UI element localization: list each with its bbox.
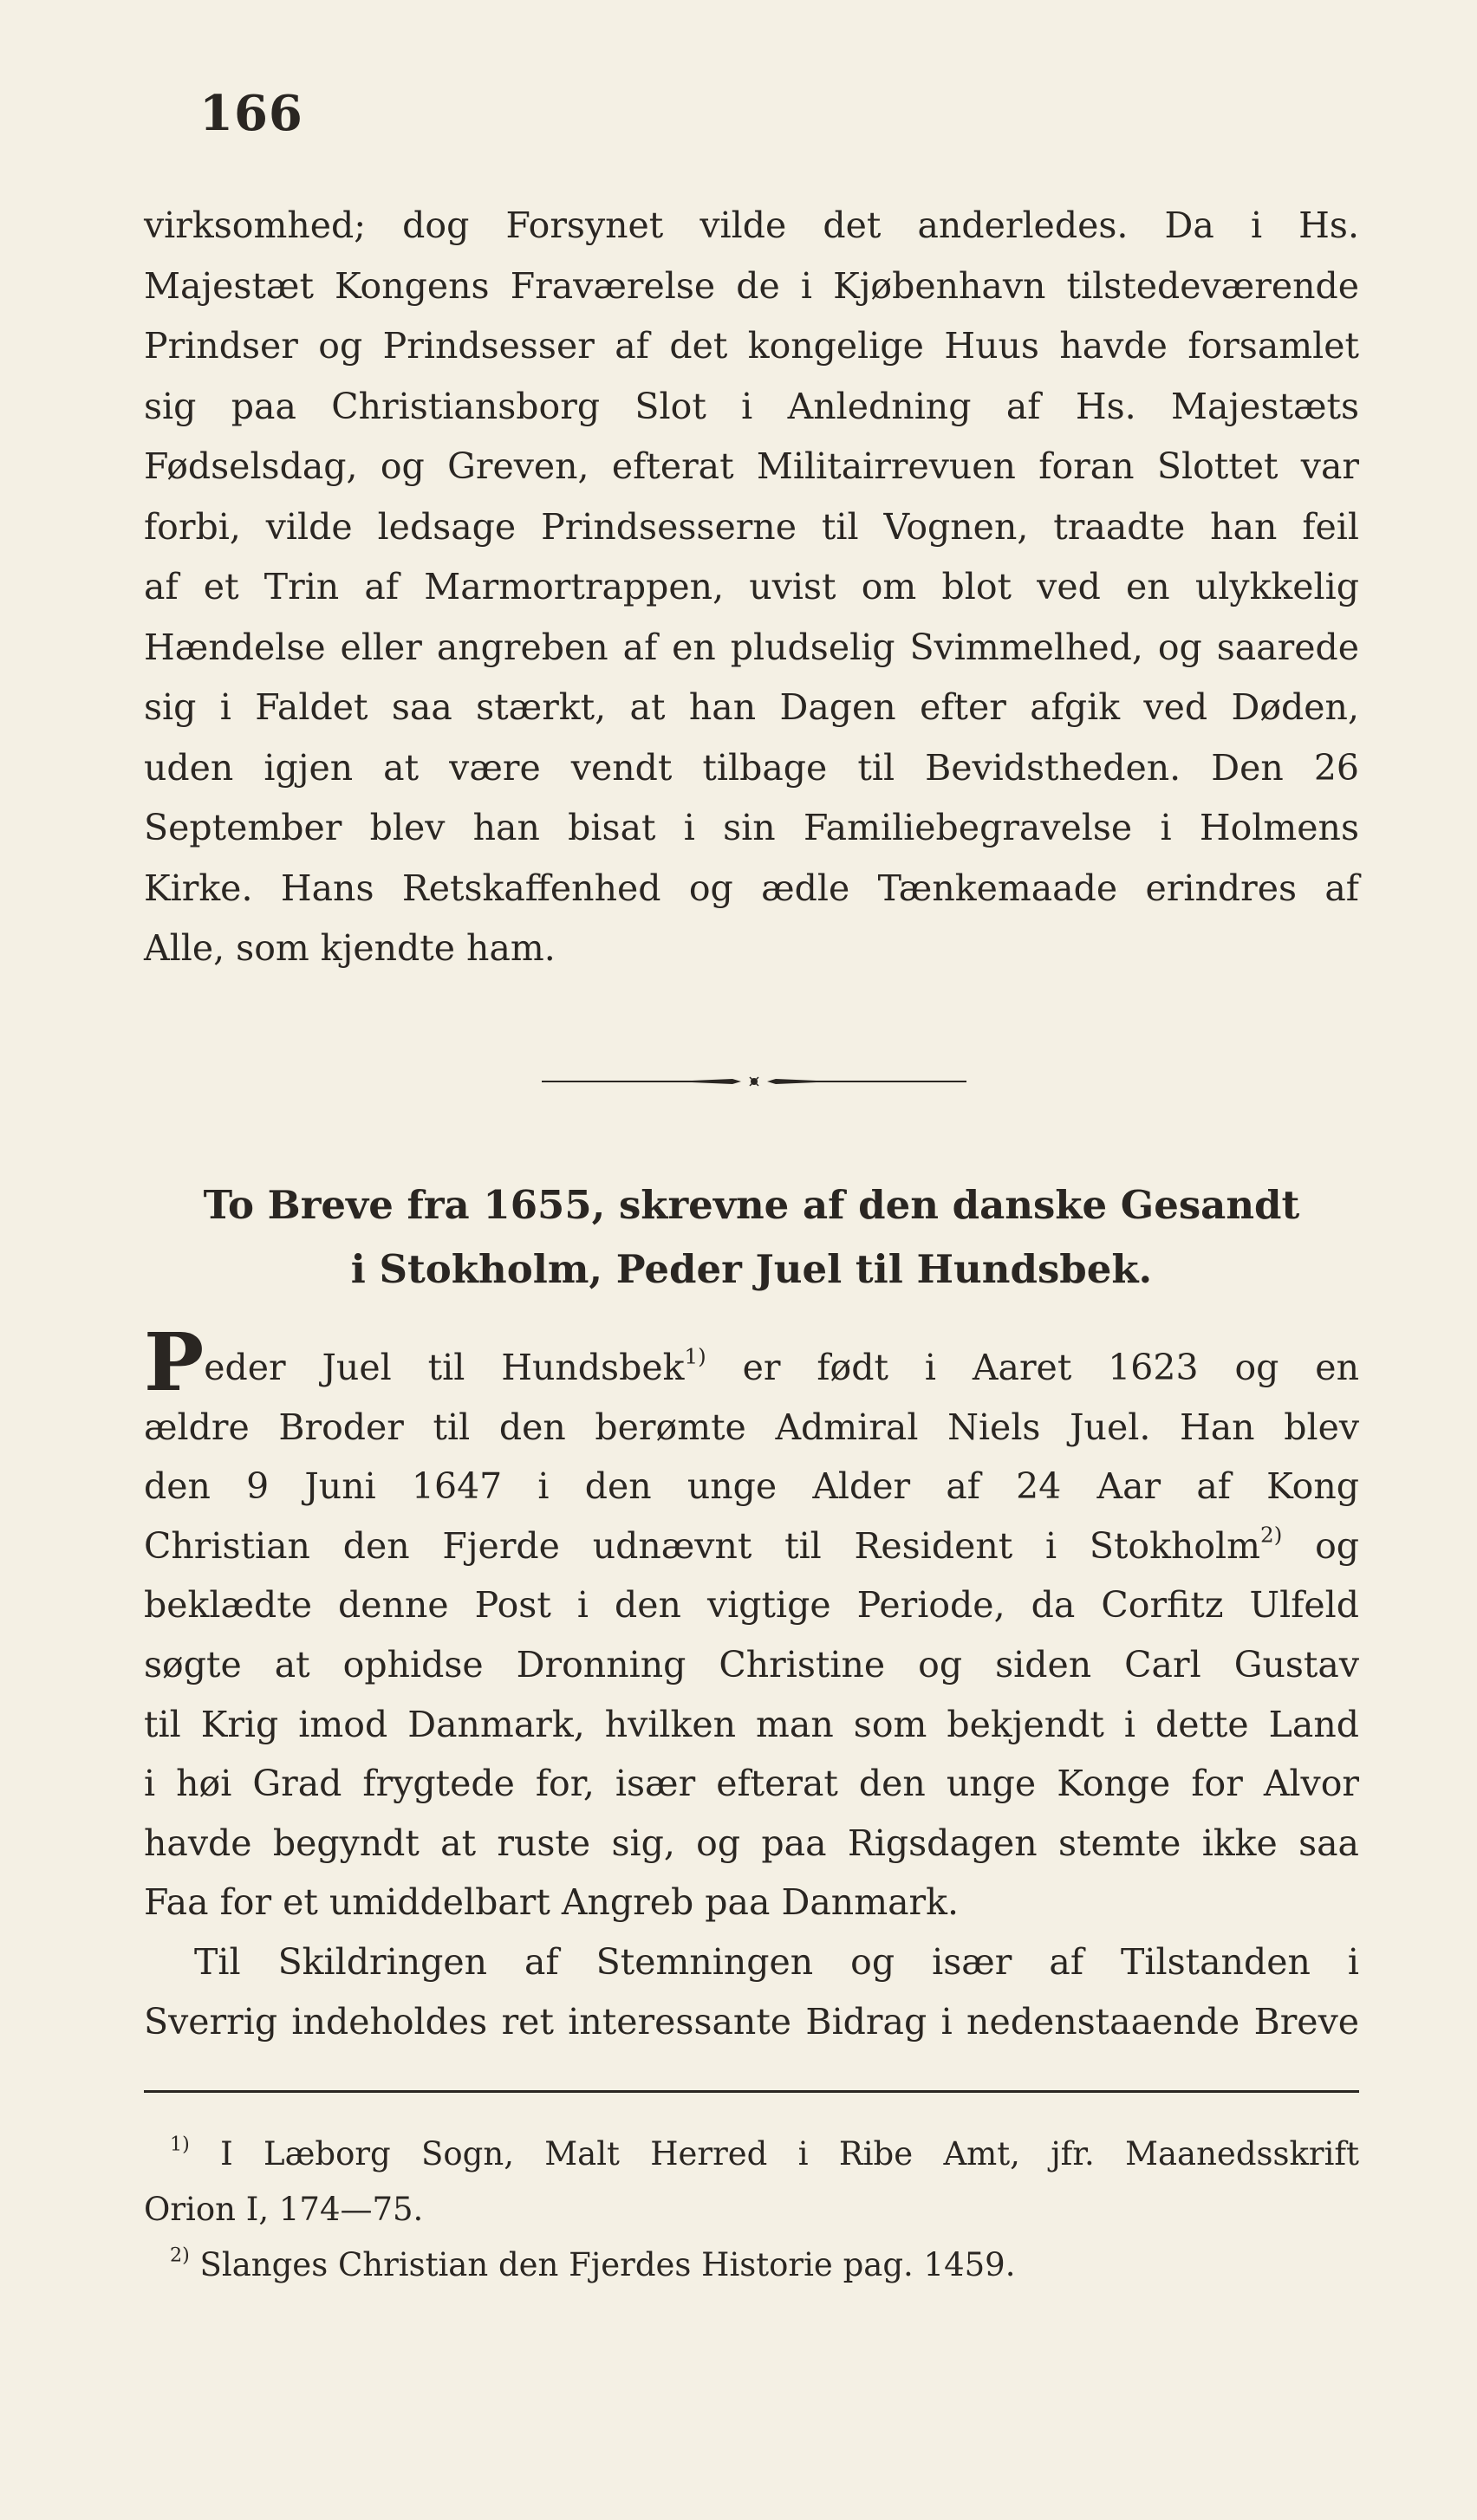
text-segment: og <box>1315 1524 1359 1567</box>
text-line: sig i Faldet saa stærkt, at han Dagen efter afgik ved Døden, <box>144 686 1359 728</box>
text-line: Faa for et umiddelbart Angreb paa Danmark. <box>144 1881 959 1924</box>
footnote-ref: 2) <box>1260 1522 1283 1548</box>
previous-article-text <box>144 196 1359 979</box>
text-line: Kirke. Hans Retskaffenhed og ædle Tænkemaade erindres af <box>144 867 1359 909</box>
footnote-mark: 2) <box>170 2244 190 2267</box>
text-line: ældre Broder til den berømte Admiral Niels Juel. Han blev <box>144 1406 1359 1448</box>
text-line: i høi Grad frygtede for, især efterat den unge Konge for Alvor <box>144 1763 1359 1805</box>
text-line: Fødselsdag, og Greven, efterat Militairrevuen foran Slottet var <box>144 445 1359 487</box>
text-line: forbi, vilde ledsage Prindsesserne til Vognen, traadte han feil <box>144 505 1359 548</box>
footnote-1 <box>144 2127 1359 2182</box>
text-line: Hændelse eller angreben af en pludselig Svimmelhed, og saarede <box>144 626 1359 668</box>
text-line: havde begyndt at ruste sig, og paa Rigsdagen stemte ikke saa <box>144 1822 1359 1864</box>
footnote-text: Slanges Christian den Fjerdes Historie pag. 1459. <box>199 2246 1016 2283</box>
footnote-divider <box>144 2090 1359 2093</box>
page-number: 166 <box>199 85 303 142</box>
footnote-mark: 1) <box>170 2133 190 2156</box>
text-line: den 9 Juni 1647 i den unge Alder af 24 Aar af Kong <box>144 1465 1359 1508</box>
text-line: af et Trin af Marmortrappen, uvist om blot ved en ulykkelig <box>144 566 1359 607</box>
article-body <box>144 1315 1359 2051</box>
text-line: sig paa Christiansborg Slot i Anledning af Hs. Majestæts <box>144 385 1359 427</box>
drop-cap: P <box>144 1315 205 1409</box>
article-title-line-1: To Breve fra 1655, skrevne af den danske Gesandt <box>203 1182 1300 1228</box>
text-line: Sverrig indeholdes ret interessante Bidrag i nedenstaaende Breve <box>144 2000 1359 2043</box>
text-line-first <box>144 1315 1359 1409</box>
footnote-1-cont: Orion I, 174—75. <box>144 2191 424 2228</box>
text-line: September blev han bisat i sin Familiebegravelse i Holmens <box>144 807 1359 848</box>
text-line: virksomhed; dog Forsynet vilde det anderledes. Da i Hs. <box>144 205 1359 246</box>
article-title-line-2: i Stokholm, Peder Juel til Hundsbek. <box>350 1246 1153 1292</box>
text-line: Prindser og Prindsesser af det kongelige Huus havde forsamlet <box>144 325 1359 367</box>
text-line: beklædte denne Post i den vigtige Periode, da Corfitz Ulfeld <box>144 1584 1359 1627</box>
footnote-text: I Læborg Sogn, Malt Herred i Ribe Amt, jfr. Maanedsskrift <box>220 2135 1359 2173</box>
footnote-ref: 1) <box>684 1343 706 1369</box>
text-segment: er født i Aaret 1623 og en <box>742 1347 1359 1388</box>
text-line: Alle, som kjendte ham. <box>144 927 556 969</box>
text-segment: Christian den Fjerde udnævnt til Resident i Stokholm <box>144 1524 1261 1567</box>
text-line: til Krig imod Danmark, hvilken man som bekjendt i dette Land <box>144 1703 1359 1745</box>
text-line: Til Skildringen af Stemningen og især af Tilstanden i <box>194 1940 1359 1983</box>
footnote-2 <box>144 2237 1359 2293</box>
footnotes <box>144 2127 1359 2293</box>
text-line: søgte at ophidse Dronning Christine og siden Carl Gustav <box>144 1643 1359 1685</box>
text-line: uden igjen at være vendt tilbage til Bevidstheden. Den 26 <box>144 746 1359 789</box>
text-line <box>144 1517 1359 1576</box>
section-divider-ornament <box>542 1075 966 1088</box>
text-line: Majestæt Kongens Fraværelse de i Kjøbenhavn tilstedeværende <box>144 264 1359 307</box>
text-segment: eder Juel til Hundsbek <box>204 1347 685 1388</box>
